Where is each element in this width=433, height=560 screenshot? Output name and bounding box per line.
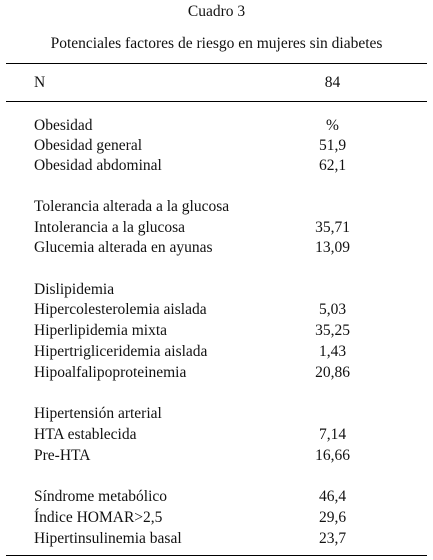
header-row [0, 72, 433, 93]
row-value: 29,6 [318, 509, 347, 526]
bottom-rule [6, 555, 427, 556]
group-heading-row [0, 196, 433, 217]
row-label: Obesidad general [34, 137, 143, 154]
table-row [0, 237, 433, 258]
row-label: Síndrome metabólico [34, 488, 168, 505]
table-row [0, 528, 433, 549]
table-row [0, 424, 433, 445]
row-value: 13,09 [315, 239, 350, 256]
row-label: Obesidad abdominal [34, 157, 162, 174]
table-row [0, 155, 433, 176]
group-heading: Tolerancia alterada a la glucosa [34, 198, 230, 215]
table-row [0, 217, 433, 238]
row-value: 35,25 [315, 322, 350, 339]
row-value: 46,4 [318, 488, 347, 505]
row-label: HTA establecida [34, 426, 137, 443]
row-value: 7,14 [318, 426, 347, 443]
table-row [0, 135, 433, 156]
row-value: 51,9 [318, 137, 347, 154]
table-caption: Cuadro 3 [187, 3, 246, 20]
row-label: Hipercolesterolemia aislada [34, 301, 207, 318]
row-label: Intolerancia a la glucosa [34, 219, 186, 236]
row-label: Hipertinsulinemia basal [34, 530, 182, 547]
group-heading-row [0, 279, 433, 300]
row-value: 23,7 [318, 530, 347, 547]
row-value: 62,1 [318, 157, 347, 174]
row-label: Índice HOMAR>2,5 [34, 509, 163, 526]
table-row [0, 362, 433, 383]
row-label: Glucemia alterada en ayunas [34, 239, 213, 256]
top-rule [6, 63, 427, 64]
table-row [0, 341, 433, 362]
group-heading-row [0, 403, 433, 424]
table-row [0, 299, 433, 320]
table-row [0, 445, 433, 466]
group-heading-row [0, 115, 433, 136]
group-heading: Obesidad [34, 117, 93, 134]
header-label: N [34, 74, 46, 91]
table-title: Potenciales factores de riesgo en mujeres sin diabetes [50, 35, 383, 52]
table-row [0, 486, 433, 507]
row-value: 16,66 [315, 447, 350, 464]
row-label: Hipoalfalipoproteinemia [34, 364, 187, 381]
row-value: 35,71 [315, 219, 350, 236]
row-value: 5,03 [318, 301, 347, 318]
row-value: 1,43 [318, 343, 347, 360]
header-value: 84 [324, 74, 341, 91]
group-heading-value: % [326, 117, 339, 134]
row-label: Hiperlipidemia mixta [34, 322, 168, 339]
row-label: Hipertrigliceridemia aislada [34, 343, 208, 360]
group-heading: Dislipidemia [34, 281, 115, 298]
row-value: 20,86 [315, 364, 350, 381]
header-rule [6, 101, 427, 102]
table-row [0, 507, 433, 528]
table-row [0, 320, 433, 341]
row-label: Pre-HTA [34, 447, 91, 464]
group-heading: Hipertensión arterial [34, 405, 162, 422]
